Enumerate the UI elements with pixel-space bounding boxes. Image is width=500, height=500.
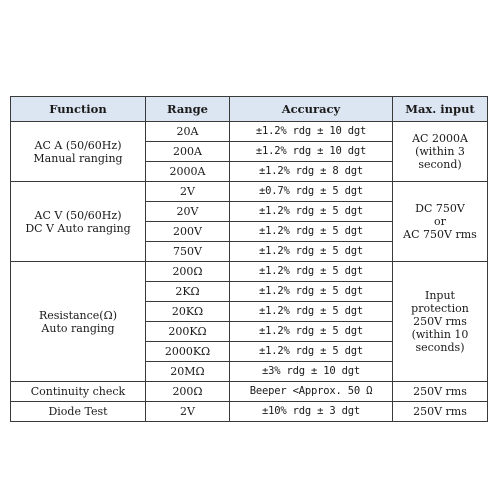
accuracy-cell: ±1.2% rdg ± 5 dgt <box>230 322 393 342</box>
function-line: AC A (50/60Hz) <box>34 138 122 152</box>
function-cell <box>11 402 146 422</box>
accuracy-cell: ±1.2% rdg ± 10 dgt <box>230 122 393 142</box>
max-input-line: (within 10 seconds) <box>411 328 469 354</box>
table-row <box>11 122 488 142</box>
header-function: Function <box>11 97 146 122</box>
function-line: Resistance(Ω) <box>38 308 118 322</box>
accuracy-cell: ±1.2% rdg ± 5 dgt <box>230 282 393 302</box>
range-cell: 200KΩ <box>146 322 230 342</box>
max-input-line: DC 750V <box>415 202 465 215</box>
accuracy-cell: ±1.2% rdg ± 5 dgt <box>230 342 393 362</box>
table-row <box>11 382 488 402</box>
header-max-input: Max. input <box>393 97 488 122</box>
range-cell: 200Ω <box>146 382 230 402</box>
header-accuracy: Accuracy <box>230 97 393 122</box>
range-cell: 20KΩ <box>146 302 230 322</box>
range-cell: 2000A <box>146 162 230 182</box>
accuracy-cell: ±1.2% rdg ± 5 dgt <box>230 242 393 262</box>
max-input-line: 250V rms <box>413 315 467 328</box>
range-cell: 20MΩ <box>146 362 230 382</box>
max-input-line: AC 750V rms <box>403 228 477 241</box>
range-cell: 200Ω <box>146 262 230 282</box>
header-range: Range <box>146 97 230 122</box>
function-line: DC V Auto ranging <box>25 221 131 235</box>
max-input-line: AC 2000A <box>412 132 468 145</box>
function-line: Manual ranging <box>33 151 123 165</box>
function-cell <box>11 122 146 182</box>
range-cell: 20A <box>146 122 230 142</box>
function-cell <box>11 182 146 262</box>
range-cell: 2000KΩ <box>146 342 230 362</box>
function-line: AC V (50/60Hz) <box>34 208 122 222</box>
range-cell: 2V <box>146 182 230 202</box>
function-line: Auto ranging <box>41 321 115 335</box>
range-cell: 200A <box>146 142 230 162</box>
max-input-line: Input protection <box>411 289 469 315</box>
spec-table <box>10 96 488 422</box>
range-cell: 200V <box>146 222 230 242</box>
accuracy-cell: ±1.2% rdg ± 5 dgt <box>230 302 393 322</box>
accuracy-cell: ±3% rdg ± 10 dgt <box>230 362 393 382</box>
accuracy-cell: ±1.2% rdg ± 8 dgt <box>230 162 393 182</box>
max-input-cell <box>393 262 488 382</box>
function-cell <box>11 382 146 402</box>
table-row <box>11 402 488 422</box>
table-row <box>11 182 488 202</box>
accuracy-cell: ±0.7% rdg ± 5 dgt <box>230 182 393 202</box>
max-input-cell <box>393 402 488 422</box>
function-line: Diode Test <box>48 405 108 418</box>
table-row <box>11 262 488 282</box>
accuracy-cell: ±1.2% rdg ± 5 dgt <box>230 262 393 282</box>
max-input-line: 250V rms <box>413 405 467 418</box>
accuracy-cell: Beeper <Approx. 50 Ω <box>230 382 393 402</box>
accuracy-cell: ±1.2% rdg ± 5 dgt <box>230 222 393 242</box>
accuracy-cell: ±1.2% rdg ± 5 dgt <box>230 202 393 222</box>
range-cell: 2KΩ <box>146 282 230 302</box>
accuracy-cell: ±10% rdg ± 3 dgt <box>230 402 393 422</box>
range-cell: 20V <box>146 202 230 222</box>
max-input-line: (within 3 second) <box>415 145 465 171</box>
max-input-cell <box>393 122 488 182</box>
range-cell: 2V <box>146 402 230 422</box>
accuracy-cell: ±1.2% rdg ± 10 dgt <box>230 142 393 162</box>
max-input-line: or <box>434 215 446 228</box>
table-body <box>11 122 488 422</box>
function-cell <box>11 262 146 382</box>
max-input-line: 250V rms <box>413 385 467 398</box>
range-cell: 750V <box>146 242 230 262</box>
header-row <box>11 97 488 122</box>
max-input-cell <box>393 382 488 402</box>
table-header <box>11 97 488 122</box>
function-line: Continuity check <box>30 385 126 398</box>
max-input-cell <box>393 182 488 262</box>
